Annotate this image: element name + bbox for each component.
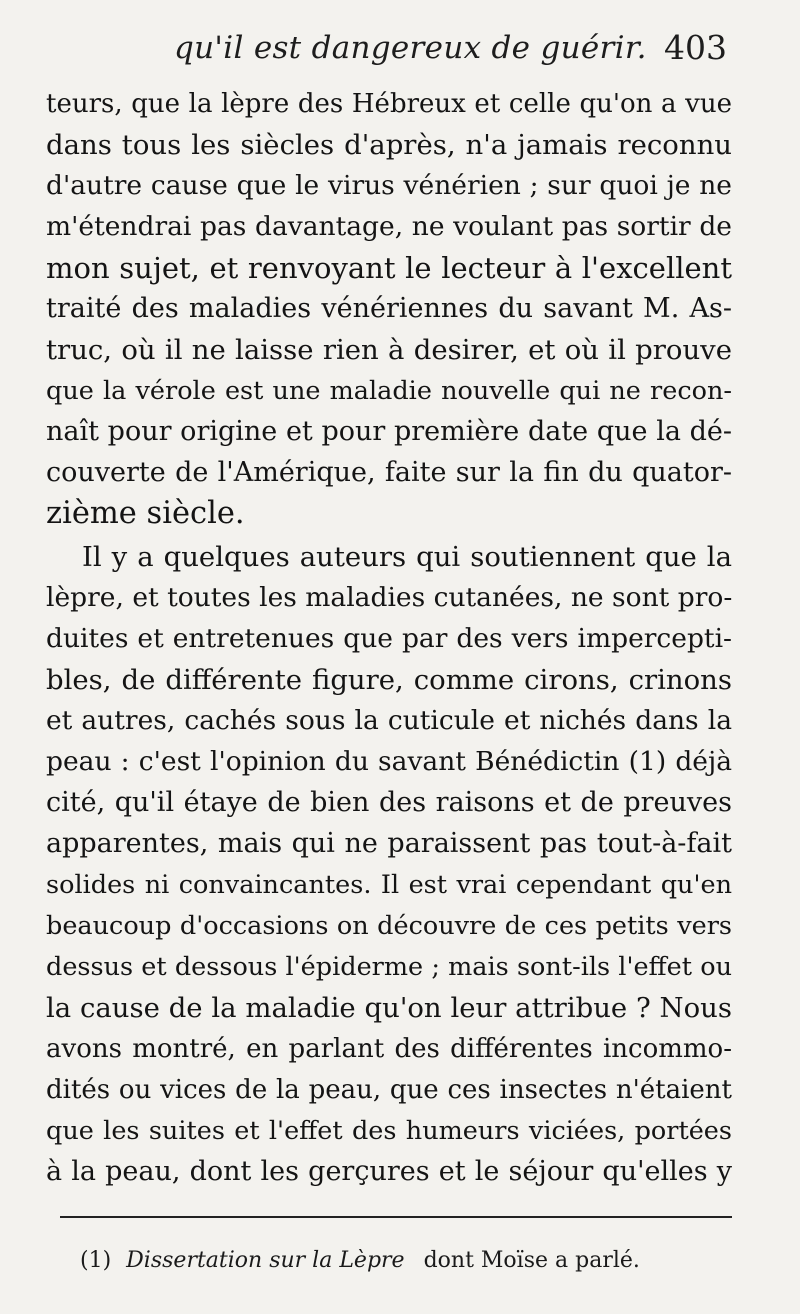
running-head: [0, 24, 800, 74]
text-line: zième siècle.: [46, 496, 245, 531]
text-line: et autres, cachés sous la cuticule et nichés dans la: [46, 705, 732, 736]
text-line: peau : c'est l'opinion du savant Bénédictin (1) déjà: [46, 746, 732, 777]
text-line: traité des maladies vénériennes du savant M. As-: [46, 293, 732, 324]
text-line: bles, de différente figure, comme cirons, crinons: [46, 664, 732, 696]
text-line: que les suites et l'effet des humeurs viciées, portées: [46, 1116, 732, 1146]
text-line: dités ou vices de la peau, que ces insectes n'étaient: [46, 1075, 732, 1105]
text-line: beaucoup d'occasions on découvre de ces petits vers: [46, 911, 732, 941]
text-line: duites et entretenues que par des vers impercepti-: [46, 623, 732, 654]
text-line: dans tous les siècles d'après, n'a jamais reconnu: [46, 129, 732, 161]
text-line: couverte de l'Amérique, faite sur la fin du quator-: [46, 457, 732, 488]
text-line: avons montré, en parlant des différentes incommo-: [46, 1034, 732, 1064]
text-line: cité, qu'il étaye de bien des raisons et de preuves: [46, 787, 732, 818]
footnote: [80, 1248, 640, 1273]
footnote-marker: (1): [80, 1248, 112, 1273]
text-line: solides ni convaincantes. Il est vrai cependant qu'en: [46, 870, 732, 900]
running-title: qu'il est dangereux de guérir.: [174, 30, 647, 66]
text-line: la cause de la maladie qu'on leur attribue ? Nous: [46, 992, 732, 1024]
text-line: mon sujet, et renvoyant le lecteur à l'excellent: [46, 251, 732, 285]
text-line: truc, où il ne laisse rien à desirer, et où il prouve: [46, 334, 732, 366]
text-line: d'autre cause que le virus vénérien ; sur quoi je ne: [46, 170, 732, 201]
page-number: 403: [664, 28, 727, 67]
text-line: dessus et dessous l'épiderme ; mais sont-ils l'effet ou: [46, 952, 732, 982]
text-line: teurs, que la lèpre des Hébreux et celle qu'on a vue: [46, 89, 732, 119]
footnote-text: dont Moïse a parlé.: [423, 1248, 640, 1273]
text-line: m'étendrai pas davantage, ne voulant pas sortir de: [46, 211, 732, 242]
text-line: naît pour origine et pour première date que la dé-: [46, 416, 732, 447]
text-line: apparentes, mais qui ne paraissent pas tout-à-fait: [46, 828, 732, 859]
footnote-title: Dissertation sur la Lèpre: [126, 1248, 405, 1273]
text-line: à la peau, dont les gerçures et le séjour qu'elles y: [46, 1156, 732, 1187]
text-line: que la vérole est une maladie nouvelle qui ne recon-: [46, 376, 732, 406]
paragraph-start-line: Il y a quelques auteurs qui soutiennent que la: [82, 541, 732, 573]
text-line: lèpre, et toutes les maladies cutanées, ne sont pro-: [46, 582, 733, 613]
footnote-rule: [60, 1216, 732, 1218]
